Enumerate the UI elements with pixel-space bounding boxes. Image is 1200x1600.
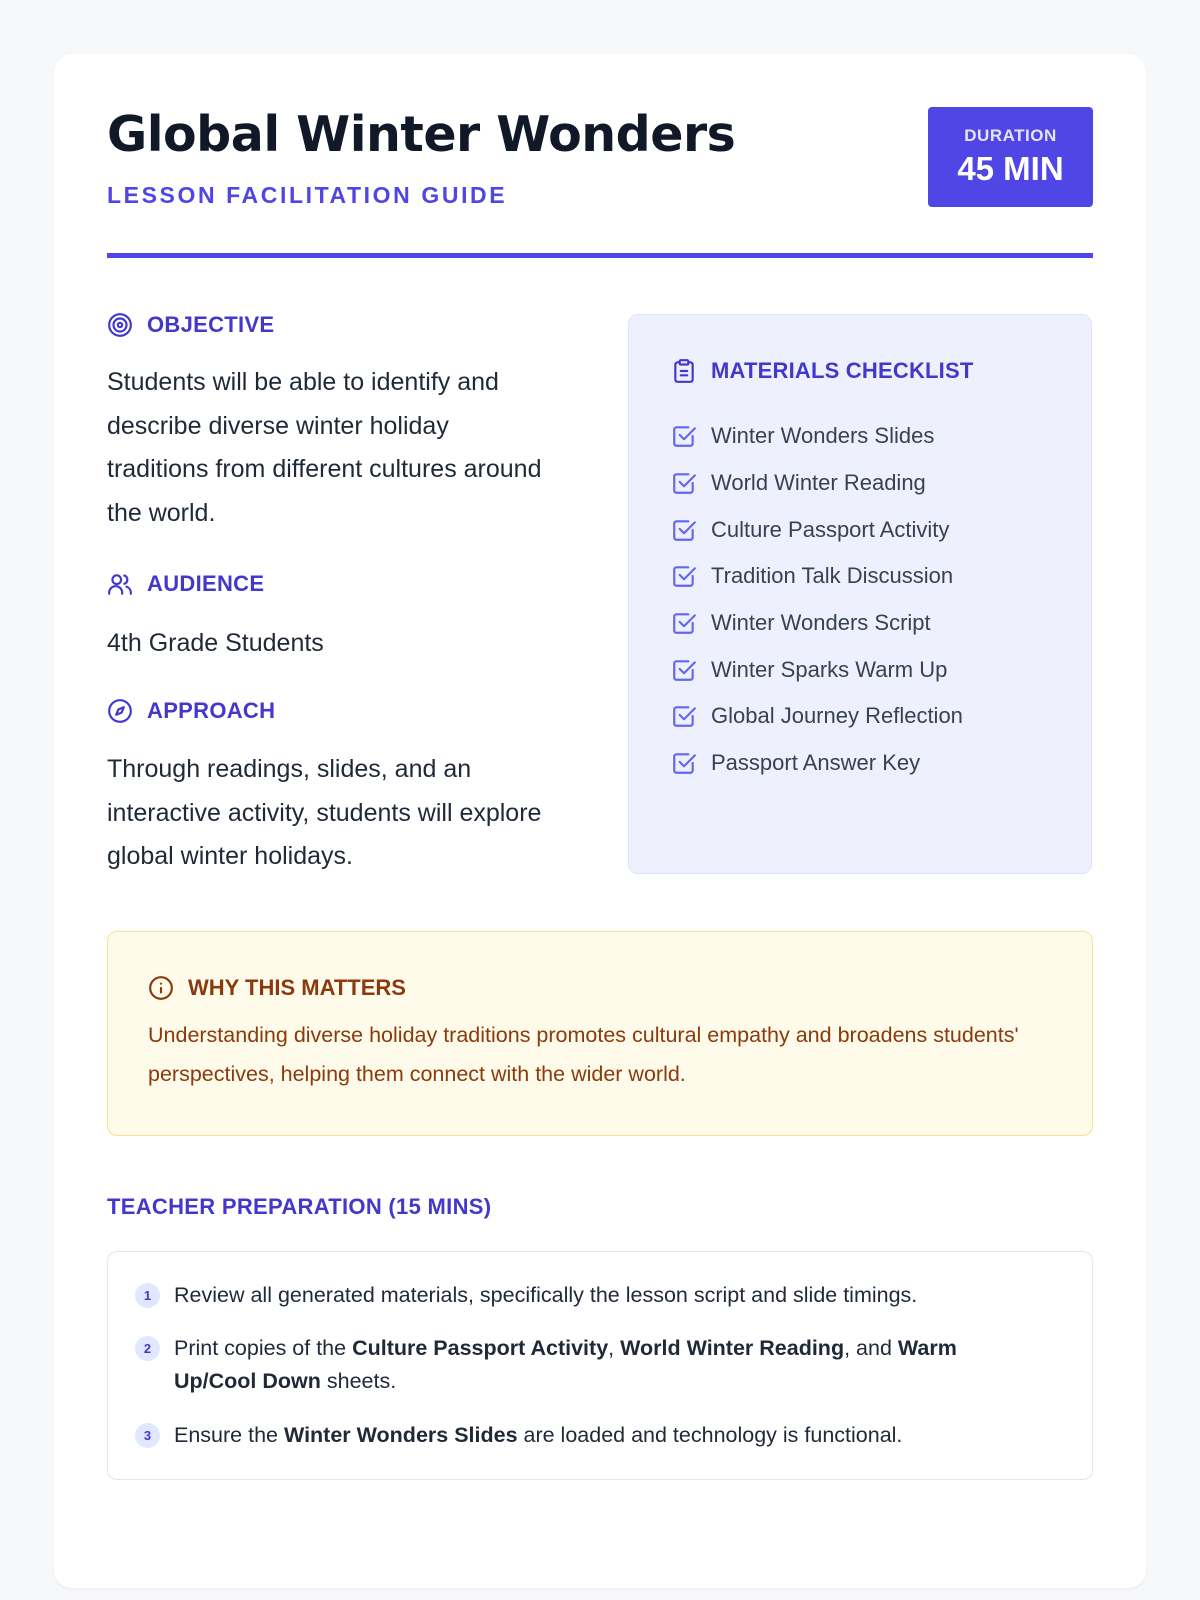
step-text: Review all generated materials, specifically the lesson script and slide timings. xyxy=(174,1283,918,1307)
checkbox-checked-icon xyxy=(671,423,697,449)
prep-step xyxy=(135,1419,902,1452)
materials-heading xyxy=(671,358,974,384)
prep-heading: TEACHER PREPARATION (15 MINS) xyxy=(107,1194,492,1219)
prep-steps-box xyxy=(107,1251,1093,1480)
users-icon xyxy=(107,571,133,597)
page-subtitle: LESSON FACILITATION GUIDE xyxy=(107,182,508,208)
materials-item-label: Culture Passport Activity xyxy=(711,516,950,542)
materials-item xyxy=(671,460,963,507)
approach-heading-text: APPROACH xyxy=(147,698,276,723)
lesson-card xyxy=(54,54,1146,1588)
checkbox-checked-icon xyxy=(671,750,697,776)
materials-panel xyxy=(628,314,1092,874)
header-divider xyxy=(107,253,1093,258)
duration-badge xyxy=(928,107,1093,207)
step-text: Print copies of the Culture Passport Activity, World Winter Reading, and Warm Up/Cool Down sheets. xyxy=(174,1336,957,1393)
audience-heading-text: AUDIENCE xyxy=(147,571,265,596)
materials-heading-text: MATERIALS CHECKLIST xyxy=(711,358,974,383)
step-number: 2 xyxy=(135,1336,160,1361)
materials-item xyxy=(671,600,963,647)
page-title: Global Winter Wonders xyxy=(107,106,736,163)
checkbox-checked-icon xyxy=(671,703,697,729)
checkbox-checked-icon xyxy=(671,563,697,589)
compass-icon xyxy=(107,698,133,724)
checkbox-checked-icon xyxy=(671,517,697,543)
prep-step xyxy=(135,1279,917,1312)
audience-text: 4th Grade Students xyxy=(107,629,324,657)
materials-item xyxy=(671,506,963,553)
materials-item-label: Winter Wonders Script xyxy=(711,610,931,636)
why-text: Understanding diverse holiday traditions promotes cultural empathy and broadens students' perspectives, helping them connect with the wider world. xyxy=(148,1023,1019,1086)
why-heading-text: WHY THIS MATTERS xyxy=(188,975,406,1000)
duration-value: 45 MIN xyxy=(957,150,1064,187)
why-this-matters-callout xyxy=(107,931,1093,1136)
approach-heading xyxy=(107,698,275,724)
checkbox-checked-icon xyxy=(671,657,697,683)
clipboard-icon xyxy=(671,358,697,384)
why-heading xyxy=(148,975,406,1001)
materials-item xyxy=(671,646,963,693)
materials-item-label: Winter Sparks Warm Up xyxy=(711,656,948,682)
approach-text: Through readings, slides, and an interactive activity, students will explore global winter holidays. xyxy=(107,755,542,870)
target-icon xyxy=(107,312,133,338)
objective-text: Students will be able to identify and describe diverse winter holiday traditions from different cultures around the world. xyxy=(107,368,542,527)
step-number: 3 xyxy=(135,1423,160,1448)
materials-item xyxy=(671,553,963,600)
audience-heading xyxy=(107,571,264,597)
checkbox-checked-icon xyxy=(671,470,697,496)
prep-step xyxy=(135,1332,1035,1398)
info-icon xyxy=(148,975,174,1001)
materials-item-label: Winter Wonders Slides xyxy=(711,423,935,449)
step-number: 1 xyxy=(135,1283,160,1308)
objective-heading xyxy=(107,312,274,338)
materials-item-label: Tradition Talk Discussion xyxy=(711,563,954,589)
materials-list xyxy=(671,413,963,787)
materials-item-label: Global Journey Reflection xyxy=(711,703,963,729)
materials-item xyxy=(671,693,963,740)
materials-item xyxy=(671,413,963,460)
duration-label: DURATION xyxy=(964,126,1057,145)
materials-item xyxy=(671,740,963,787)
step-text: Ensure the Winter Wonders Slides are loaded and technology is functional. xyxy=(174,1423,903,1447)
materials-item-label: Passport Answer Key xyxy=(711,750,921,776)
checkbox-checked-icon xyxy=(671,610,697,636)
objective-heading-text: OBJECTIVE xyxy=(147,312,275,337)
materials-item-label: World Winter Reading xyxy=(711,470,926,496)
